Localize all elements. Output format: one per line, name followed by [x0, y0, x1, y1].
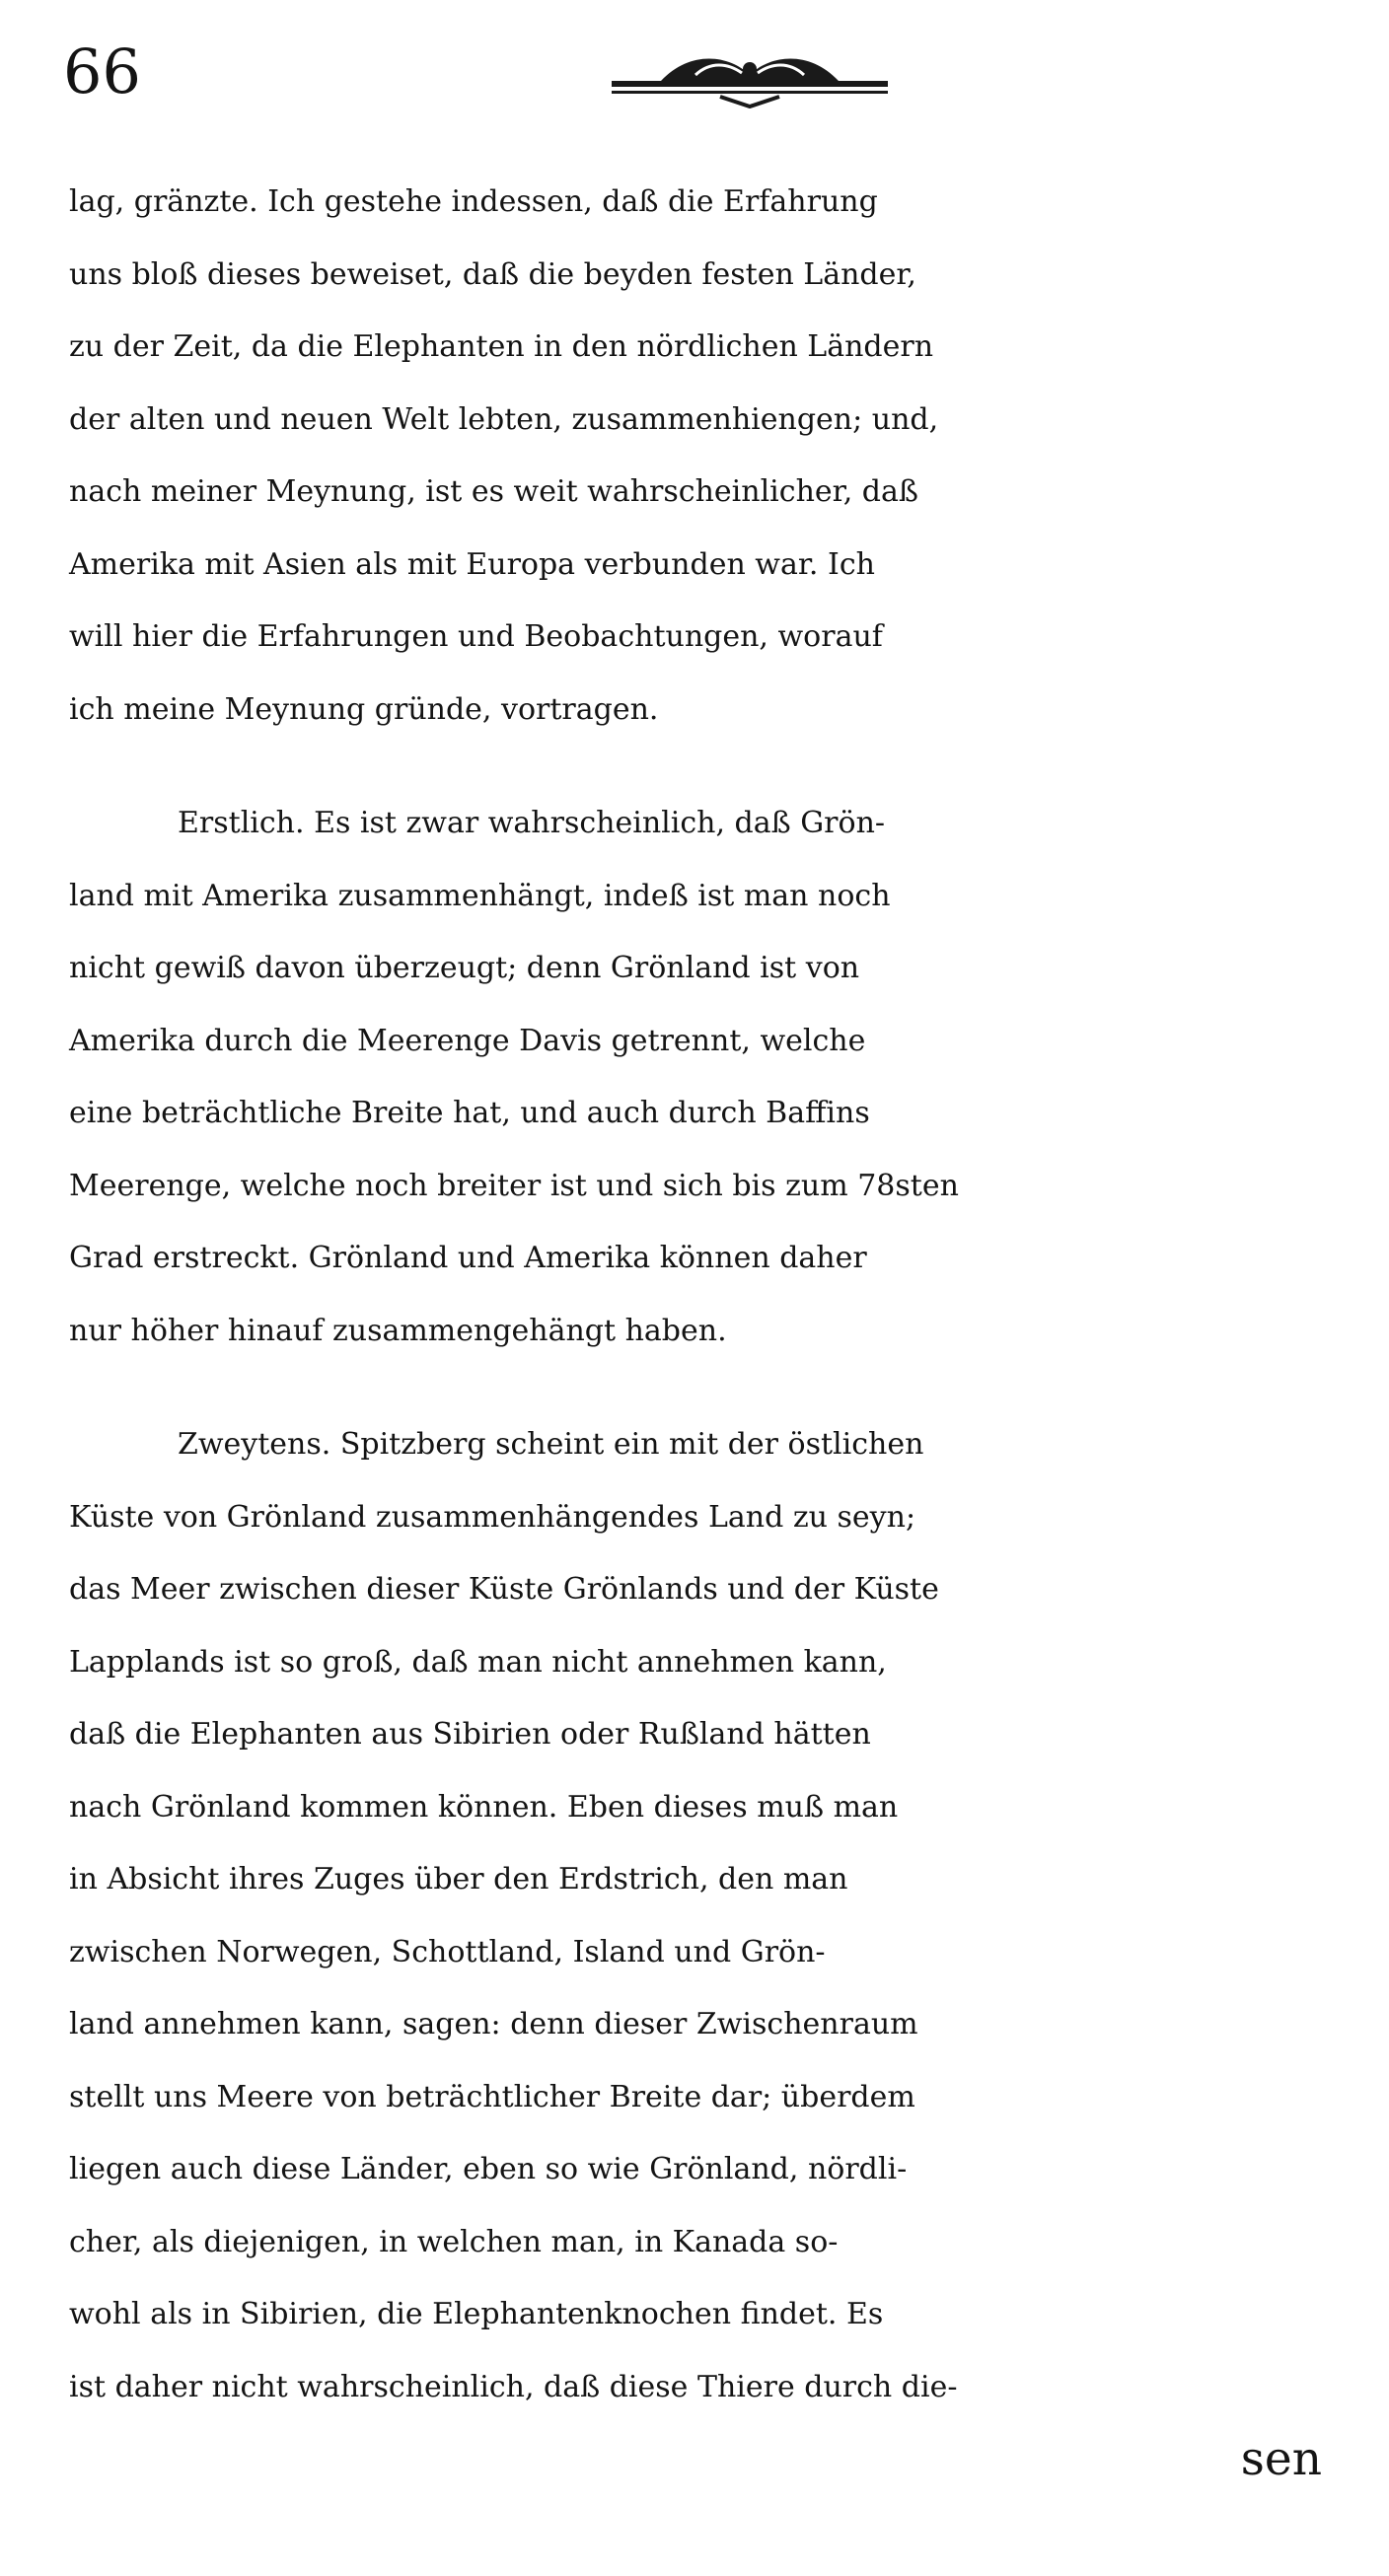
body-text	[69, 166, 1352, 2496]
page-number: 66	[63, 36, 141, 107]
text-line: lag, gränzte. Ich gestehe indessen, daß die Erfahrung	[69, 184, 878, 219]
text-line: uns bloß dieses beweiset, daß die beyden festen Länder,	[69, 256, 916, 292]
text-line: das Meer zwischen dieser Küste Grönlands und der Küste	[69, 1572, 939, 1607]
text-line: cher, als diejenigen, in welchen man, in Kanada so-	[69, 2224, 839, 2259]
text-line: Grad erstreckt. Grönland und Amerika können daher	[69, 1241, 867, 1275]
text-line: ist daher nicht wahrscheinlich, daß diese Thiere durch die-	[69, 2369, 958, 2404]
text-line: ich meine Meynung gründe, vortragen.	[69, 691, 659, 727]
printers-ornament-icon	[602, 39, 898, 108]
text-line: eine beträchtliche Breite hat, und auch durch Baffins	[69, 1096, 870, 1130]
text-line: Zweytens. Spitzberg scheint ein mit der östlichen	[178, 1427, 924, 1462]
text-line: nur höher hinauf zusammengehängt haben.	[69, 1313, 727, 1348]
text-line: land annehmen kann, sagen: denn dieser Zwischenraum	[69, 2007, 918, 2041]
page-header	[59, 30, 1342, 118]
text-line: Lapplands ist so groß, daß man nicht annehmen kann,	[69, 1644, 887, 1680]
text-line: nach Grönland kommen können. Eben dieses muß man	[69, 1789, 899, 1825]
text-line: der alten und neuen Welt lebten, zusammenhiengen; und,	[69, 401, 939, 437]
paragraph-1	[69, 166, 1352, 746]
text-line: Erstlich. Es ist zwar wahrscheinlich, daß Grön-	[178, 806, 886, 840]
text-line: stellt uns Meere von beträchtlicher Breite dar; überdem	[69, 2079, 915, 2114]
text-line: daß die Elephanten aus Sibirien oder Rußland hätten	[69, 1717, 871, 1752]
text-line: zwischen Norwegen, Schottland, Island und Grön-	[69, 1934, 826, 1969]
text-line: nach meiner Meynung, ist es weit wahrscheinlicher, daß	[69, 474, 918, 509]
text-line: wohl als in Sibirien, die Elephantenknochen findet. Es	[69, 2297, 884, 2331]
text-line: nicht gewiß davon überzeugt; denn Grönland ist von	[69, 951, 860, 985]
text-line: zu der Zeit, da die Elephanten in den nördlichen Ländern	[69, 329, 934, 364]
text-line: in Absicht ihres Zuges über den Erdstrich, den man	[69, 1862, 848, 1896]
paragraph-3	[69, 1408, 1352, 2423]
text-line: Amerika durch die Meerenge Davis getrennt, welche	[69, 1023, 866, 1058]
paragraph-2	[69, 787, 1352, 1367]
catchword: sen	[1240, 2432, 1322, 2486]
text-line: Amerika mit Asien als mit Europa verbunden war. Ich	[69, 546, 875, 582]
text-line: land mit Amerika zusammenhängt, indeß ist man noch	[69, 878, 891, 913]
text-line: will hier die Erfahrungen und Beobachtungen, worauf	[69, 619, 883, 654]
text-line: Küste von Grönland zusammenhängendes Land zu seyn;	[69, 1499, 916, 1535]
text-line: Meerenge, welche noch breiter ist und sich bis zum 78sten	[69, 1168, 959, 1203]
text-line: liegen auch diese Länder, eben so wie Grönland, nördli-	[69, 2152, 908, 2186]
